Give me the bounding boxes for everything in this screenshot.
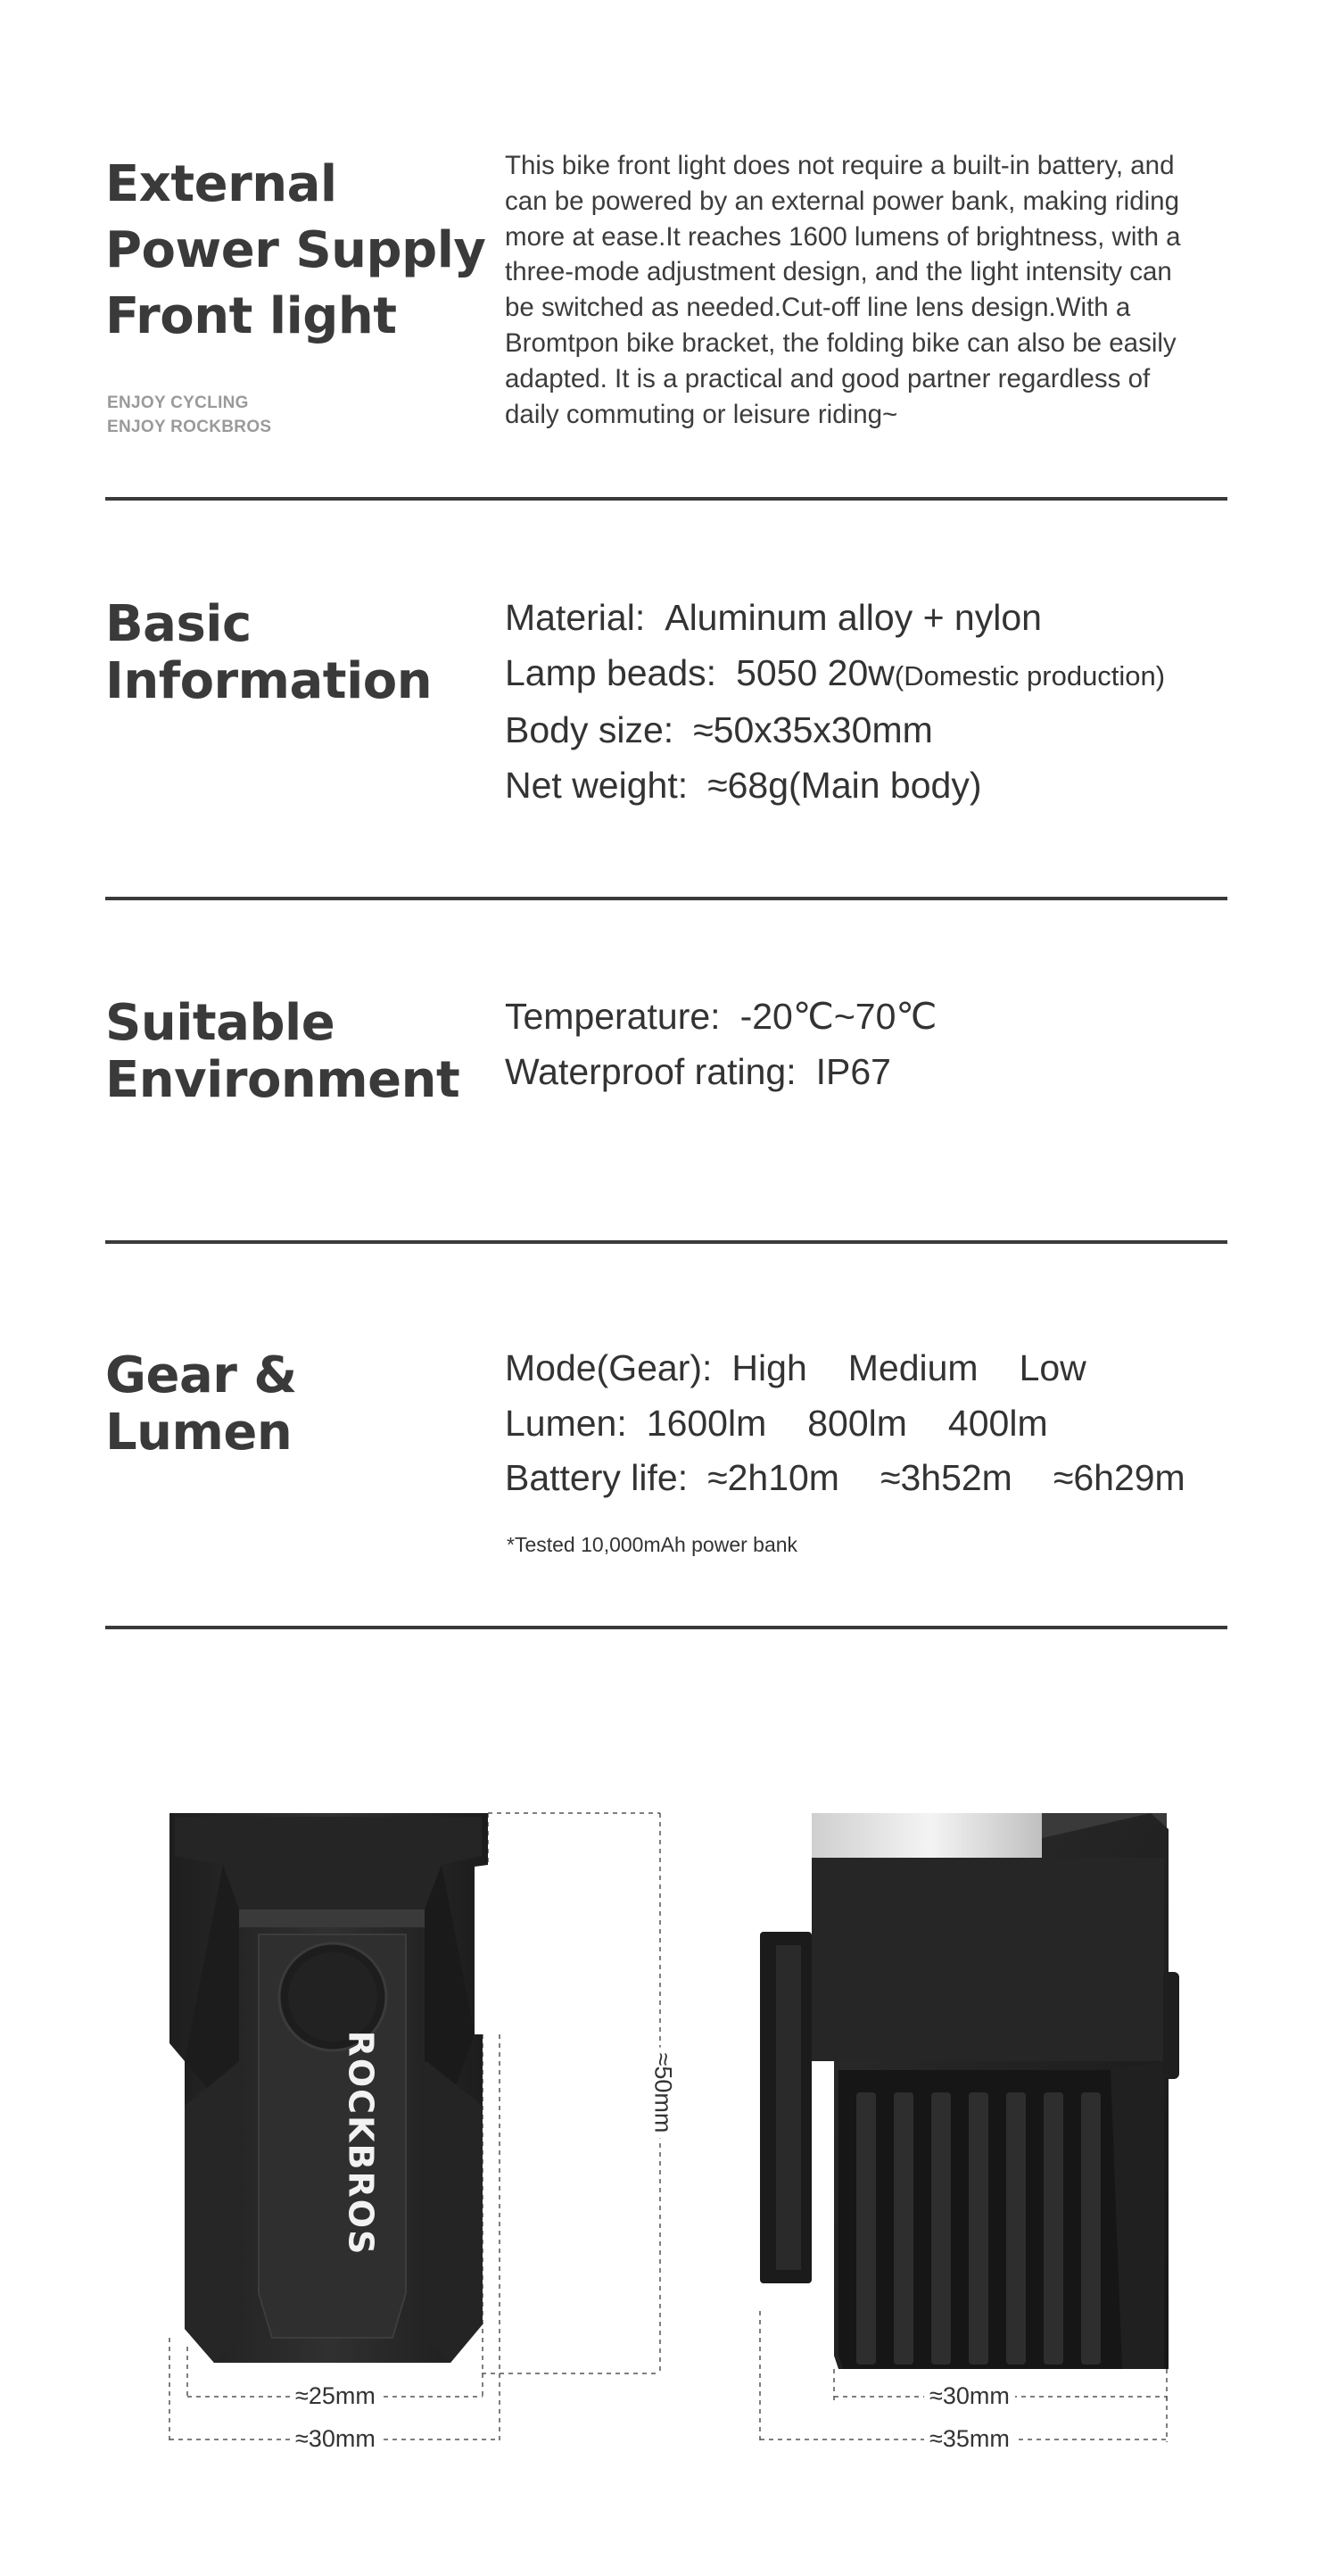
mode-low: Low [1019, 1347, 1086, 1388]
gear-lumen-title [105, 1347, 297, 1462]
waterproof-label: Waterproof rating: [505, 1050, 797, 1092]
basic-spec-list [505, 591, 1165, 813]
product-description: This bike front light does not require a built-in battery, and can be powered by an external power bank, making riding more at ease.It reaches 1600 lumens of brightness, with a three-mode adjustment design, and the light intensity can be switched as needed.Cut-off line lens design.With a Bromtpon bike bracket, the folding bike can also be easily adapted. It is a practical and good partner regardless of daily commuting or leisure riding~ [505, 151, 1181, 429]
mode-label: Mode(Gear): [505, 1347, 713, 1388]
material-label: Material: [505, 597, 646, 638]
section-divider [105, 897, 1227, 900]
tagline-line-2: ENJOY ROCKBROS [107, 418, 272, 436]
environment-title [105, 995, 459, 1109]
spec-modes [505, 1341, 1185, 1396]
intro-title-line-1: External [105, 155, 337, 213]
basic-title-line-1: Basic [105, 595, 252, 653]
mode-high: High [731, 1347, 807, 1388]
environment-title-line-2: Environment [105, 1051, 460, 1109]
test-footnote: *Tested 10,000mAh power bank [507, 1533, 798, 1556]
lumen-high: 1600lm [646, 1402, 767, 1444]
intro-title [105, 152, 485, 350]
battery-high: ≈2h10m [707, 1457, 839, 1498]
intro-title-line-2: Power Supply [105, 221, 486, 279]
section-divider [105, 497, 1227, 501]
front-view [169, 1813, 660, 2442]
basic-title-line-2: Information [105, 652, 433, 710]
gear-title-line-2: Lumen [105, 1404, 293, 1462]
height-dimension-label: ≈50mm [648, 2048, 676, 2139]
temperature-value: -20℃~70℃ [739, 996, 937, 1037]
section-divider [105, 1626, 1227, 1629]
spec-lamp-beads [505, 646, 1165, 704]
side-outer-depth-label: ≈35mm [924, 2425, 1015, 2453]
spec-body-size [505, 703, 1165, 758]
environment-title-line-1: Suitable [105, 994, 335, 1052]
spec-material [505, 591, 1165, 646]
spec-net-weight [505, 758, 1165, 814]
front-inner-width-label: ≈25mm [290, 2382, 381, 2410]
tagline-line-1: ENJOY CYCLING [107, 393, 249, 412]
size-label: Body size: [505, 709, 674, 750]
basic-info-title [105, 596, 432, 710]
gear-spec-list [505, 1341, 1185, 1506]
waterproof-value: IP67 [815, 1050, 891, 1092]
mode-medium: Medium [847, 1347, 979, 1388]
environment-spec-list [505, 990, 937, 1099]
intro-title-line-3: Front light [105, 287, 397, 345]
weight-label: Net weight: [505, 764, 689, 806]
spec-waterproof [505, 1045, 937, 1100]
size-value: ≈50x35x30mm [693, 709, 933, 750]
spec-lumens [505, 1396, 1185, 1452]
lumen-label: Lumen: [505, 1402, 627, 1444]
side-view [760, 1813, 1179, 2442]
brand-logo-text: ROCKBROS [341, 2030, 381, 2257]
front-outer-width-label: ≈30mm [290, 2425, 381, 2453]
spec-battery-life [505, 1451, 1185, 1506]
battery-label: Battery life: [505, 1457, 689, 1498]
side-inner-depth-label: ≈30mm [924, 2382, 1015, 2410]
brand-tagline [107, 391, 271, 439]
temperature-label: Temperature: [505, 996, 721, 1037]
lumen-medium: 800lm [807, 1402, 907, 1444]
battery-medium: ≈3h52m [880, 1457, 1012, 1498]
lumen-low: 400lm [947, 1402, 1048, 1444]
spec-temperature [505, 990, 937, 1045]
section-divider [105, 1240, 1227, 1244]
gear-title-line-1: Gear & [105, 1346, 297, 1404]
material-value: Aluminum alloy + nylon [665, 597, 1042, 638]
beads-value: 5050 20w [736, 651, 895, 693]
product-dimension-drawing [0, 1767, 1338, 2481]
beads-label: Lamp beads: [505, 651, 717, 693]
beads-note: (Domestic production) [894, 659, 1166, 692]
weight-value: ≈68g(Main body) [707, 764, 982, 806]
battery-low: ≈6h29m [1053, 1457, 1185, 1498]
